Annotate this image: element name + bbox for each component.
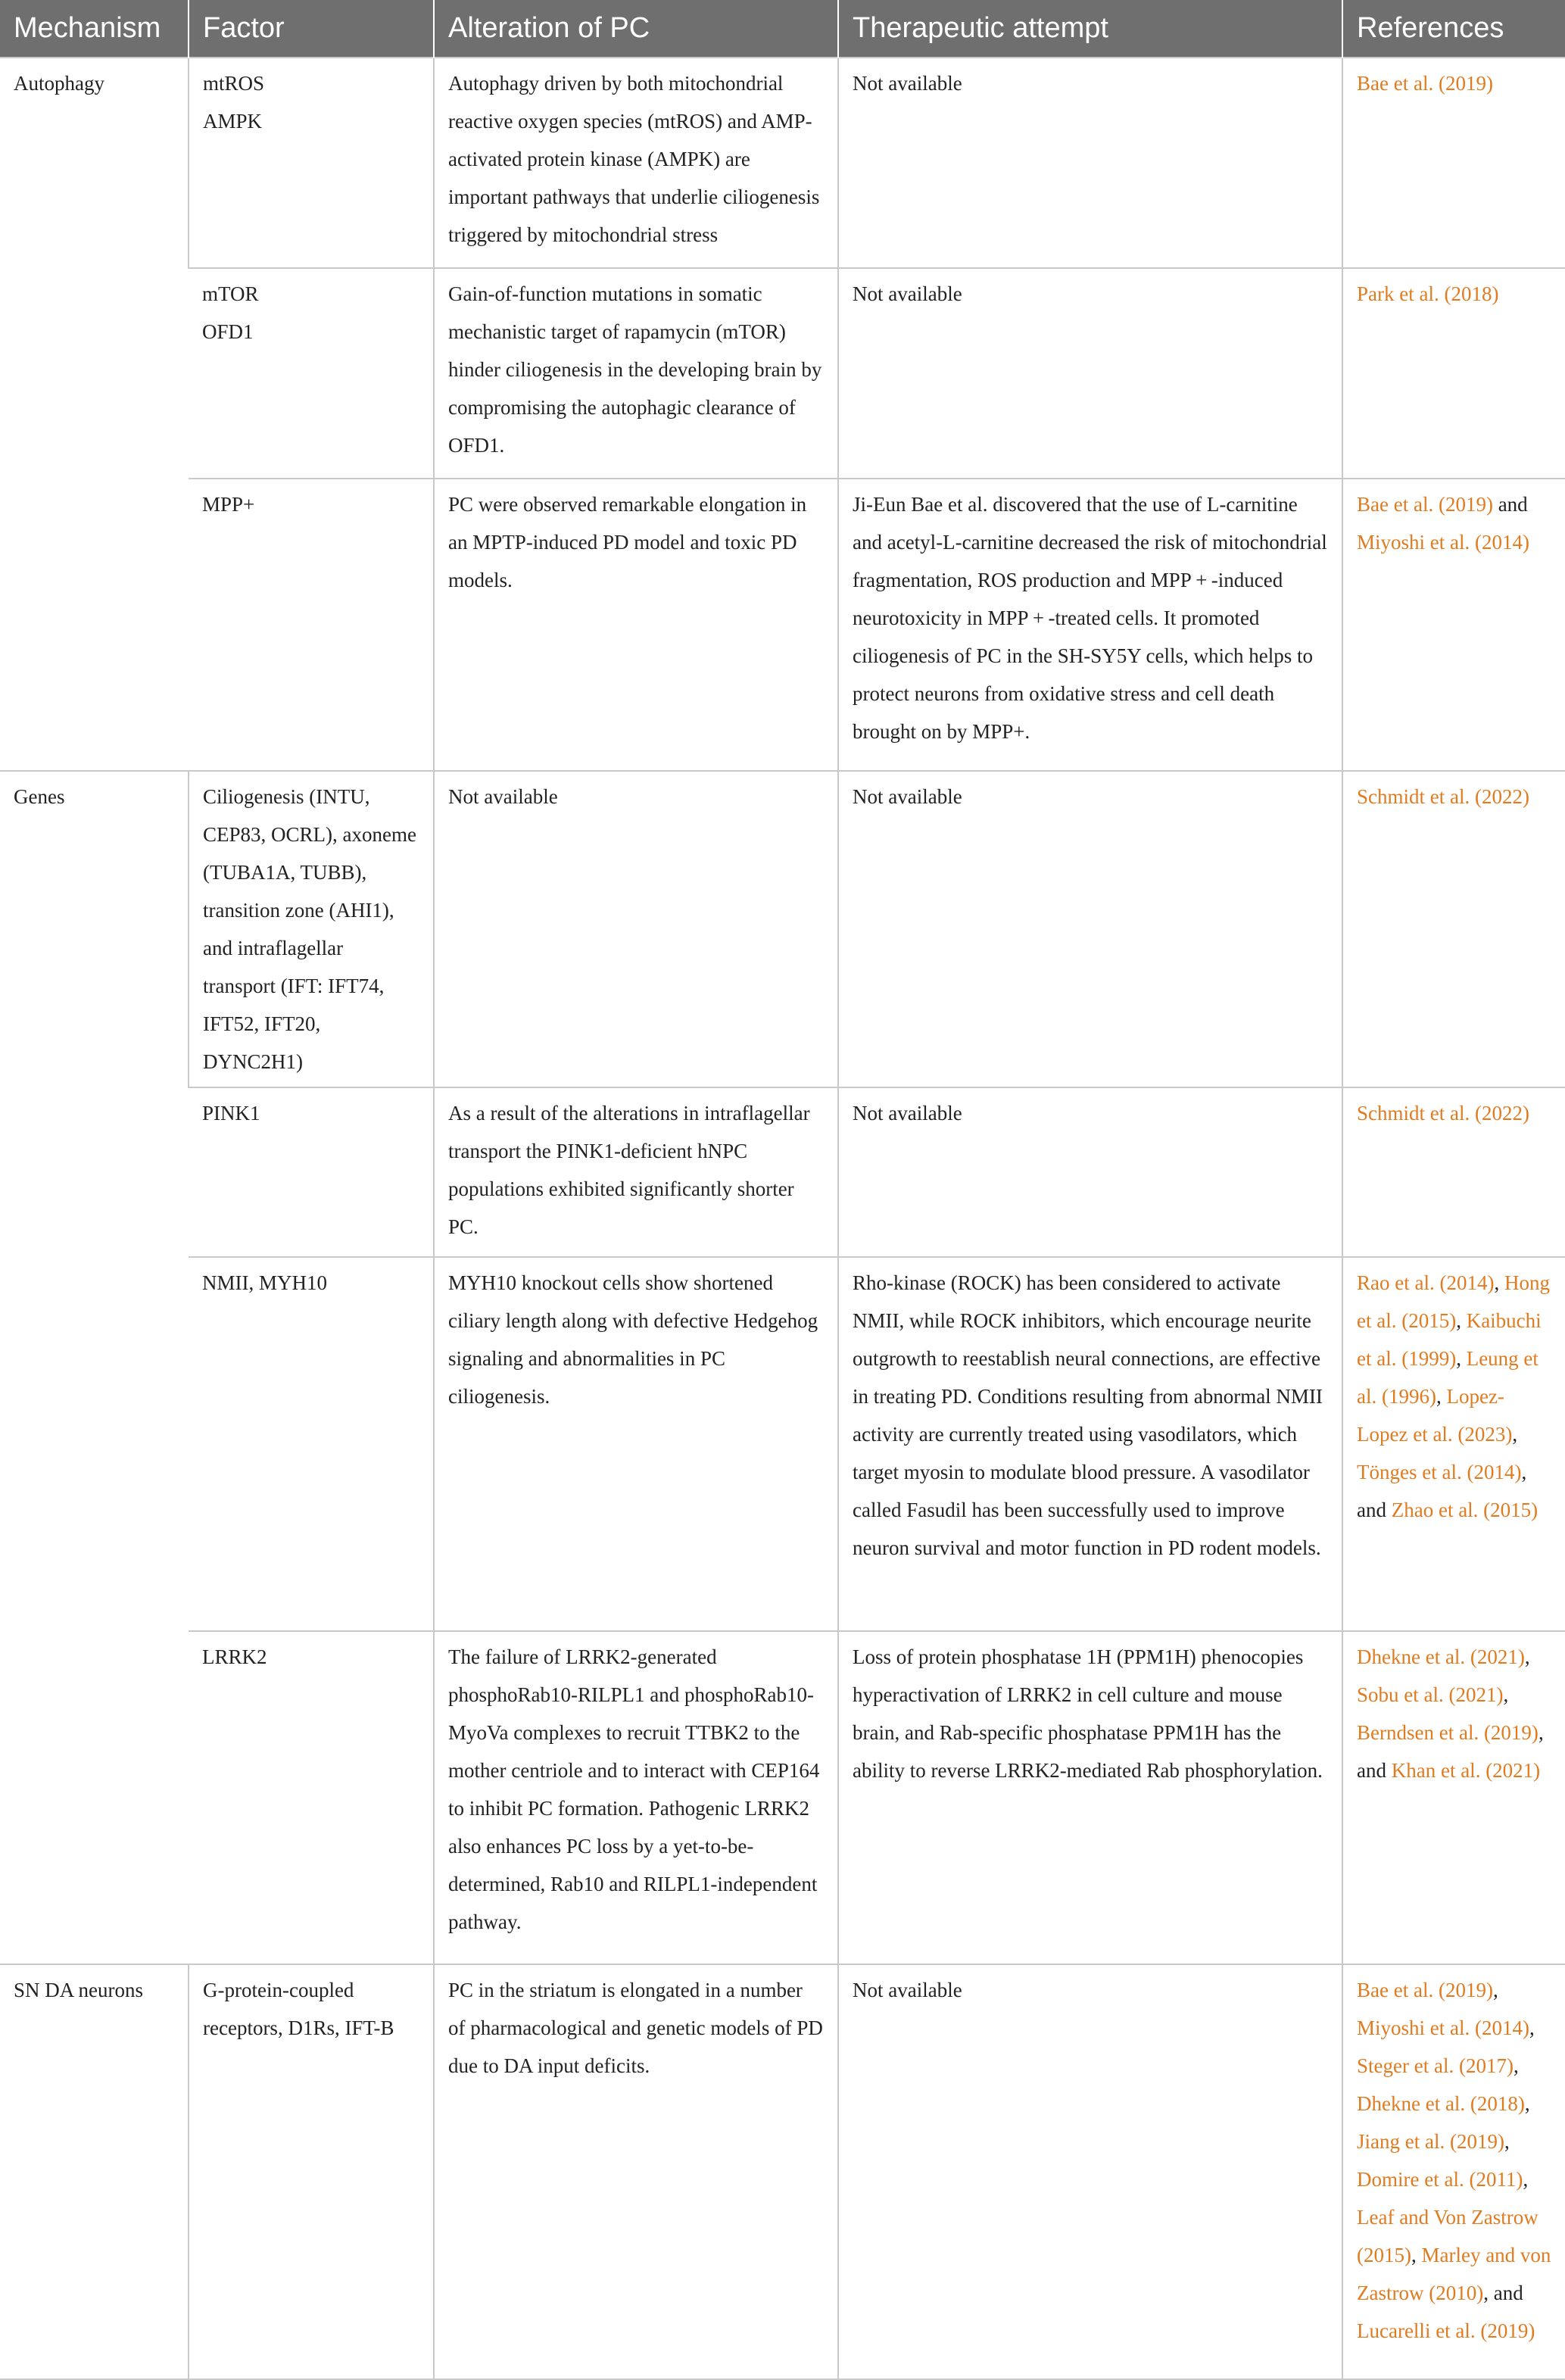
mechanism-cell: SN DA neurons: [0, 1964, 189, 2379]
reference-separator: and: [1492, 493, 1528, 516]
therapeutic-attempt-cell: Not available: [838, 771, 1342, 1087]
reference-link[interactable]: Steger et al. (2017): [1357, 2054, 1514, 2077]
factor-cell: [189, 1964, 434, 2379]
header-row: [0, 0, 1565, 58]
header-mechanism: Mechanism: [0, 0, 189, 58]
reference-link[interactable]: Zhao et al. (2015): [1391, 1499, 1539, 1521]
factor-cell: [189, 479, 434, 771]
table-row: [0, 1087, 1565, 1257]
therapeutic-attempt-cell: Not available: [838, 58, 1342, 268]
references-cell: [1342, 771, 1565, 1087]
therapeutic-attempt-cell: Rho-kinase (ROCK) has been considered to activate NMII, while ROCK inhibitors, which encourage neurite outgrowth to reestablish neural connections, are effective in treating PD. Conditions resulting from abnormal NMII activity are currently treated using vasodilators, which target myosin to modulate blood pressure. A vasodilator called Fasudil has been successfully used to improve neuron survival and motor function in PD rodent models.: [838, 1257, 1342, 1631]
factor-cell: [189, 1087, 434, 1257]
reference-link[interactable]: Miyoshi et al. (2014): [1357, 531, 1529, 554]
reference-separator: ,: [1436, 1385, 1447, 1408]
reference-link[interactable]: Marley and von Zastrow (2010): [1357, 2244, 1551, 2304]
alteration-cell: PC were observed remarkable elongation in an MPTP-induced PD model and toxic PD models.: [434, 479, 838, 771]
reference-link[interactable]: Leung et al. (1996): [1357, 1347, 1539, 1408]
factor-text: mtROS: [203, 72, 265, 95]
reference-link[interactable]: Dhekne et al. (2018): [1357, 2092, 1525, 2115]
reference-link[interactable]: Bae et al. (2019): [1357, 72, 1493, 95]
reference-link[interactable]: Kaibuchi et al. (1999): [1357, 1309, 1542, 1370]
table-row: [0, 1631, 1565, 1964]
alteration-cell: Not available: [434, 771, 838, 1087]
reference-separator: ,: [1503, 1683, 1509, 1706]
table-row: [0, 771, 1565, 1087]
mechanism-cell: Genes: [0, 771, 189, 1964]
factor-text: PINK1: [202, 1102, 260, 1124]
factor-text: mTOR: [202, 282, 259, 305]
reference-separator: , and: [1483, 2282, 1523, 2304]
table-body: [0, 58, 1565, 2379]
header-therapeutic-attempt: Therapeutic attempt: [838, 0, 1342, 58]
therapeutic-attempt-cell: Not available: [838, 268, 1342, 479]
therapeutic-attempt-cell: Loss of protein phosphatase 1H (PPM1H) phenocopies hyperactivation of LRRK2 in cell culture and mouse brain, and Rab-specific phosphatase PPM1H has the ability to reverse LRRK2-mediated Rab phosphorylation.: [838, 1631, 1342, 1964]
table-row: [0, 1257, 1565, 1631]
factor-text: MPP+: [202, 493, 255, 516]
factor-cell: [189, 58, 434, 268]
header-factor: Factor: [189, 0, 434, 58]
alteration-cell: As a result of the alterations in intraflagellar transport the PINK1-deficient hNPC populations exhibited significantly shorter PC.: [434, 1087, 838, 1257]
table-row: [0, 268, 1565, 479]
references-cell: [1342, 268, 1565, 479]
header-alteration: Alteration of PC: [434, 0, 838, 58]
alteration-cell: The failure of LRRK2-generated phosphoRab10-RILPL1 and phosphoRab10-MyoVa complexes to recruit TTBK2 to the mother centriole and to interact with CEP164 to inhibit PC formation. Pathogenic LRRK2 also enhances PC loss by a yet-to-be-determined, Rab10 and RILPL1-independent pathway.: [434, 1631, 838, 1964]
reference-link[interactable]: Domire et al. (2011): [1357, 2168, 1523, 2191]
reference-separator: ,: [1523, 2168, 1529, 2191]
reference-separator: ,: [1492, 1979, 1498, 2001]
reference-separator: ,: [1494, 1271, 1504, 1294]
references-cell: [1342, 58, 1565, 268]
reference-separator: , and: [1357, 1461, 1527, 1521]
factor-cell: [189, 1257, 434, 1631]
references-cell: [1342, 479, 1565, 771]
factor-text: Ciliogenesis (INTU, CEP83, OCRL), axoneme (TUBA1A, TUBB), transition zone (AHI1), and intraflagellar transport (IFT: IFT74, IFT52, IFT20, DYNC2H1): [203, 785, 416, 1073]
reference-link[interactable]: Park et al. (2018): [1357, 282, 1499, 305]
reference-link[interactable]: Lucarelli et al. (2019): [1357, 2319, 1535, 2342]
factor-text: LRRK2: [202, 1645, 267, 1668]
reference-separator: ,: [1524, 2092, 1530, 2115]
reference-link[interactable]: Rao et al. (2014): [1357, 1271, 1495, 1294]
reference-separator: ,: [1456, 1309, 1467, 1332]
factor-cell: [189, 771, 434, 1087]
references-cell: [1342, 1631, 1565, 1964]
factor-text: NMII, MYH10: [202, 1271, 327, 1294]
reference-link[interactable]: Schmidt et al. (2022): [1357, 1102, 1529, 1124]
reference-link[interactable]: Dhekne et al. (2021): [1357, 1645, 1525, 1668]
factor-cell: [189, 1631, 434, 1964]
header-references: References: [1342, 0, 1565, 58]
reference-link[interactable]: Jiang et al. (2019): [1357, 2130, 1504, 2153]
references-cell: [1342, 1964, 1565, 2379]
reference-link[interactable]: Tönges et al. (2014): [1357, 1461, 1522, 1483]
reference-separator: , and: [1357, 1721, 1544, 1782]
factor-cell: [189, 268, 434, 479]
reference-link[interactable]: Hong et al. (2015): [1357, 1271, 1550, 1332]
reference-link[interactable]: Khan et al. (2021): [1391, 1759, 1541, 1782]
alteration-cell: MYH10 knockout cells show shortened ciliary length along with defective Hedgehog signaling and abnormalities in PC ciliogenesis.: [434, 1257, 838, 1631]
reference-separator: ,: [1513, 2054, 1519, 2077]
alteration-cell: PC in the striatum is elongated in a number of pharmacological and genetic models of PD due to DA input deficits.: [434, 1964, 838, 2379]
reference-separator: ,: [1504, 2130, 1510, 2153]
factor-text: OFD1: [202, 320, 254, 343]
table-row: [0, 1964, 1565, 2379]
reference-link[interactable]: Bae et al. (2019): [1357, 493, 1493, 516]
reference-separator: ,: [1456, 1347, 1467, 1370]
therapeutic-attempt-cell: Ji-Eun Bae et al. discovered that the use of L-carnitine and acetyl-L-carnitine decreased the risk of mitochondrial fragmentation, ROS production and MPP + -induced neurotoxicity in MPP + -treated cells. It promoted ciliogenesis of PC in the SH-SY5Y cells, which helps to protect neurons from oxidative stress and cell death brought on by MPP+.: [838, 479, 1342, 771]
alteration-cell: Gain-of-function mutations in somatic mechanistic target of rapamycin (mTOR) hinder ciliogenesis in the developing brain by compromising the autophagic clearance of OFD1.: [434, 268, 838, 479]
references-cell: [1342, 1257, 1565, 1631]
reference-separator: ,: [1411, 2244, 1422, 2266]
factor-text: G-protein-coupled receptors, D1Rs, IFT-B: [203, 1979, 394, 2039]
reference-link[interactable]: Schmidt et al. (2022): [1357, 785, 1529, 808]
therapeutic-attempt-cell: Not available: [838, 1964, 1342, 2379]
table-row: [0, 479, 1565, 771]
mechanism-cell: Autophagy: [0, 58, 189, 771]
factor-text: AMPK: [203, 110, 263, 133]
therapeutic-attempt-cell: Not available: [838, 1087, 1342, 1257]
reference-link[interactable]: Lopez-Lopez et al. (2023): [1357, 1385, 1513, 1446]
reference-link[interactable]: Miyoshi et al. (2014): [1357, 2017, 1529, 2039]
references-cell: [1342, 1087, 1565, 1257]
reference-link[interactable]: Berndsen et al. (2019): [1357, 1721, 1539, 1744]
alteration-cell: Autophagy driven by both mitochondrial reactive oxygen species (mtROS) and AMP-activated protein kinase (AMPK) are important pathways that underlie ciliogenesis triggered by mitochondrial stress: [434, 58, 838, 268]
reference-link[interactable]: Bae et al. (2019): [1357, 1979, 1493, 2001]
table-row: [0, 58, 1565, 268]
reference-separator: ,: [1512, 1423, 1518, 1446]
reference-separator: ,: [1524, 1645, 1530, 1668]
reference-separator: ,: [1529, 2017, 1535, 2039]
reference-link[interactable]: Leaf and Von Zastrow (2015): [1357, 2206, 1539, 2266]
reference-link[interactable]: Sobu et al. (2021): [1357, 1683, 1504, 1706]
